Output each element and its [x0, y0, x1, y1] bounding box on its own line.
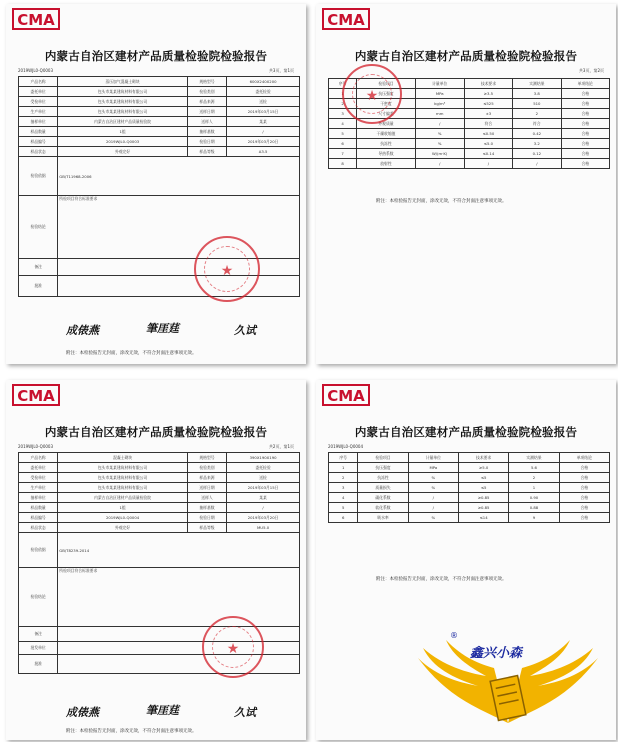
info-label: 送样日期 [187, 107, 226, 117]
remark-label: 备注 [19, 627, 58, 642]
table-cell: 1 [329, 463, 358, 473]
info-label: 生产单位 [19, 107, 58, 117]
table-cell: 2 [509, 473, 559, 483]
report-number: 2019WJL0-Q0003 [18, 444, 54, 449]
conclusion-value: 所检项目符合标准要求 [58, 196, 300, 259]
table-cell: % [408, 513, 458, 523]
info-value: 蒸压加气混凝土砌块 [58, 77, 188, 87]
report-title: 内蒙古自治区建材产品质量检验院检验报告 [354, 49, 578, 63]
info-label: 样品数量 [19, 503, 58, 513]
table-cell: ≤0.50 [464, 129, 512, 139]
info-row [19, 463, 300, 473]
table-cell: 合格 [559, 513, 609, 523]
page-indicator: 共3页，第2页 [578, 68, 604, 73]
brand-wings-logo [408, 628, 608, 738]
info-label: 样品来源 [187, 97, 226, 107]
column-header: 实测结果 [513, 79, 561, 89]
info-label: 规格型号 [187, 453, 226, 463]
table-cell: / [415, 119, 464, 129]
cma-logo [322, 384, 370, 406]
table-row [329, 149, 610, 159]
info-label: 受检单位 [19, 97, 58, 107]
info-value: 2019WJL0-Q0003 [58, 137, 188, 147]
table-cell: 4 [329, 119, 357, 129]
table-cell: 抗冻性 [357, 139, 416, 149]
info-label: 检验类别 [187, 463, 226, 473]
table-cell: / [513, 159, 561, 169]
table-row [329, 503, 610, 513]
info-value: 包头市某某建筑材料有限公司 [58, 87, 188, 97]
report-page-2 [316, 4, 616, 364]
info-value: 混凝土砌块 [58, 453, 188, 463]
info-value: 包头市某某建筑材料有限公司 [58, 97, 188, 107]
info-label: 委托单位 [19, 87, 58, 97]
table-cell: 软化系数 [358, 503, 408, 513]
info-row [19, 513, 300, 523]
svg-text:CMA: CMA [327, 11, 365, 29]
registered-mark: ® [450, 631, 458, 640]
info-row [19, 453, 300, 463]
info-row [19, 77, 300, 87]
column-header: 单项结论 [561, 79, 609, 89]
table-cell: 2 [329, 99, 357, 109]
info-label: 样品编号 [19, 513, 58, 523]
info-value: 外观完好 [58, 147, 188, 157]
info-label: 受检单位 [19, 473, 58, 483]
table-cell: / [415, 159, 464, 169]
info-value: 送检 [227, 473, 300, 483]
svg-text:CMA: CMA [17, 11, 55, 29]
info-value: 委托检验 [227, 87, 300, 97]
reviewer-signature: 筆厓莛 [146, 704, 179, 717]
table-cell: % [408, 483, 458, 493]
table-cell: % [415, 139, 464, 149]
table-cell: ≤5.0 [464, 139, 512, 149]
info-row [19, 117, 300, 127]
table-cell: 尺寸偏差 [357, 109, 416, 119]
report-number: 2019WJL0-Q0003 [18, 68, 54, 73]
table-cell: 9 [509, 513, 559, 523]
page-indicator: 共3页，第1页 [268, 68, 294, 73]
info-value: 包头市某某建筑材料有限公司 [58, 463, 188, 473]
table-cell: / [408, 493, 458, 503]
info-value: 600X240X200 [227, 77, 300, 87]
info-label: 检验日期 [187, 513, 226, 523]
table-cell: 合格 [559, 493, 609, 503]
table-cell: / [408, 503, 458, 513]
table-cell: / [464, 159, 512, 169]
info-row [19, 147, 300, 157]
approver-signature: 成俵燕 [66, 324, 99, 337]
basis-value: GB/T8239-2014 [58, 533, 300, 568]
table-cell: 合格 [561, 99, 609, 109]
table-cell: 6 [329, 513, 358, 523]
info-row [19, 503, 300, 513]
info-value: 2019年03月15日 [227, 483, 300, 493]
info-value: 包头市某某建筑材料有限公司 [58, 473, 188, 483]
table-cell: 3.2 [513, 139, 561, 149]
table-cell: ≤5 [458, 473, 508, 483]
inspector-signature: 久试 [234, 324, 256, 337]
info-label: 送样人 [187, 493, 226, 503]
report-footer: 附注：本检验报告无封面，涂改无效，不符合封面注意事项无效。 [376, 199, 507, 204]
table-cell: ≥3.5 [464, 89, 512, 99]
table-cell: 510 [513, 99, 561, 109]
results-table [328, 452, 610, 523]
table-cell: 8 [329, 159, 357, 169]
info-label: 生产单位 [19, 483, 58, 493]
column-header: 序号 [329, 453, 358, 463]
info-label: 送样人 [187, 117, 226, 127]
table-cell: MPa [415, 89, 464, 99]
table-cell: 合格 [559, 483, 609, 493]
table-cell: 5 [329, 503, 358, 513]
info-value: 1组 [58, 127, 188, 137]
table-cell: ≥0.85 [458, 503, 508, 513]
info-row [19, 483, 300, 493]
info-row [19, 87, 300, 97]
info-row [19, 97, 300, 107]
report-title: 内蒙古自治区建材产品质量检验院检验报告 [354, 425, 578, 439]
report-title: 内蒙古自治区建材产品质量检验院检验报告 [44, 49, 268, 63]
column-header: 实测结果 [509, 453, 559, 463]
table-cell: 抗压强度 [358, 463, 408, 473]
info-value: / [227, 503, 300, 513]
report-footer: 附注：本检验报告无封面，涂改无效，不符合封面注意事项无效。 [376, 577, 507, 582]
table-cell: ≤5 [458, 483, 508, 493]
red-seal-stamp: ★ [202, 616, 264, 678]
info-row [19, 137, 300, 147]
table-cell: 3.8 [513, 89, 561, 99]
info-label: 样品状态 [19, 147, 58, 157]
table-cell: 抗冻性 [358, 473, 408, 483]
table-cell: 合格 [561, 109, 609, 119]
table-cell: 3 [329, 109, 357, 119]
info-value: 2019WJL0-Q0004 [58, 513, 188, 523]
basis-label: 检验依据 [19, 533, 58, 568]
table-cell: 合格 [561, 159, 609, 169]
info-row [19, 493, 300, 503]
table-cell: 4 [329, 493, 358, 503]
table-cell: ≤525 [464, 99, 512, 109]
info-label: 产品名称 [19, 453, 58, 463]
info-label: 检验类别 [187, 87, 226, 97]
reviewer-signature: 筆厓莛 [146, 322, 179, 335]
info-label: 样品编号 [19, 137, 58, 147]
table-cell: 合格 [559, 503, 609, 513]
table-cell: 5.6 [509, 463, 559, 473]
table-cell: 合格 [561, 149, 609, 159]
table-cell: ≤0.14 [464, 149, 512, 159]
table-cell: 抗压强度 [357, 89, 416, 99]
info-value: 委托检验 [227, 463, 300, 473]
table-cell: 0.88 [509, 503, 559, 513]
table-cell: 7 [329, 149, 357, 159]
info-label: 样品数量 [19, 127, 58, 137]
table-row [329, 139, 610, 149]
table-cell: % [415, 129, 464, 139]
table-cell: 合格 [559, 473, 609, 483]
info-value: 2019年03月20日 [227, 513, 300, 523]
basis-label: 检验依据 [19, 157, 58, 196]
column-header: 计量单位 [415, 79, 464, 89]
table-cell: 合格 [561, 119, 609, 129]
approver-signature: 成俵燕 [66, 706, 99, 719]
table-cell: 干密度 [357, 99, 416, 109]
info-value: A3.5 [227, 147, 300, 157]
conclusion-value: 所检项目符合标准要求 [58, 568, 300, 627]
info-value: 某某 [227, 117, 300, 127]
table-cell: 合格 [561, 129, 609, 139]
table-cell: 吸水率 [358, 513, 408, 523]
table-cell: 符合 [464, 119, 512, 129]
table-cell: 导热系数 [357, 149, 416, 159]
info-row [19, 127, 300, 137]
info-label: 委托单位 [19, 463, 58, 473]
red-seal-stamp: ★ [194, 236, 260, 302]
conclusion-label: 检验结论 [19, 196, 58, 259]
approver-label: 批准 [19, 276, 58, 297]
table-cell: ≤14 [458, 513, 508, 523]
info-label: 样品来源 [187, 473, 226, 483]
brand-name: 鑫兴小森 [470, 646, 523, 661]
table-cell: 0.42 [513, 129, 561, 139]
table-row [329, 513, 610, 523]
column-header: 检验项目 [358, 453, 408, 463]
info-value: MU5.0 [227, 523, 300, 533]
info-value: 包头市某某建筑材料有限公司 [58, 483, 188, 493]
table-cell: ≥5.0 [458, 463, 508, 473]
table-cell: 合格 [561, 139, 609, 149]
info-label: 样品状态 [19, 523, 58, 533]
info-label: 抽样单位 [19, 493, 58, 503]
svg-text:CMA: CMA [327, 387, 365, 405]
info-value: 2019年03月20日 [227, 137, 300, 147]
table-cell: 5 [329, 129, 357, 139]
table-cell: ±3 [464, 109, 512, 119]
info-value: 390X190X190 [227, 453, 300, 463]
cma-logo [12, 8, 60, 30]
table-cell: 2 [329, 473, 358, 483]
info-value: 包头市某某建筑材料有限公司 [58, 107, 188, 117]
table-row [329, 483, 610, 493]
table-row [329, 159, 610, 169]
cma-logo [322, 8, 370, 30]
info-label: 样品等级 [187, 147, 226, 157]
svg-text:CMA: CMA [17, 387, 55, 405]
info-row [19, 523, 300, 533]
table-row [329, 129, 610, 139]
table-cell: ≥0.85 [458, 493, 508, 503]
report-page-3 [6, 380, 306, 740]
table-cell: 符合 [513, 119, 561, 129]
cma-logo [12, 384, 60, 406]
table-cell: MPa [408, 463, 458, 473]
info-label: 抽样单位 [19, 117, 58, 127]
info-value: 内蒙古自治区建材产品质量检验院 [58, 493, 188, 503]
table-cell: kg/m³ [415, 99, 464, 109]
info-label: 规格型号 [187, 77, 226, 87]
info-value: 2019年03月15日 [227, 107, 300, 117]
inspector-signature: 久试 [234, 706, 256, 719]
report-footer: 附注：本检验报告无封面，涂改无效，不符合封面注意事项无效。 [66, 351, 197, 356]
info-value: 外观完好 [58, 523, 188, 533]
approver-label: 批准 [19, 655, 58, 674]
info-value: 送检 [227, 97, 300, 107]
remark-label: 备注 [19, 259, 58, 276]
table-cell: mm [415, 109, 464, 119]
report-title: 内蒙古自治区建材产品质量检验院检验报告 [44, 425, 268, 439]
contact-label: 批发单位 [19, 642, 58, 655]
info-label: 样品等级 [187, 523, 226, 533]
table-row [329, 463, 610, 473]
table-cell: 碳化系数 [358, 493, 408, 503]
info-row [19, 473, 300, 483]
table-cell: 合格 [559, 463, 609, 473]
table-cell: 干燥收缩值 [357, 129, 416, 139]
info-value: / [227, 127, 300, 137]
info-label: 产品名称 [19, 77, 58, 87]
column-header: 单项结论 [559, 453, 609, 463]
table-cell: 3 [329, 483, 358, 493]
table-cell: 外观质量 [357, 119, 416, 129]
page-indicator: 共2页，第1页 [268, 444, 294, 449]
info-label: 抽样基数 [187, 503, 226, 513]
table-cell: 放射性 [357, 159, 416, 169]
table-cell: 0.90 [509, 493, 559, 503]
info-label: 送样日期 [187, 483, 226, 493]
conclusion-label: 检验结论 [19, 568, 58, 627]
table-cell: 1 [329, 89, 357, 99]
table-cell: 2 [513, 109, 561, 119]
table-cell: 1 [509, 483, 559, 493]
column-header: 技术要求 [458, 453, 508, 463]
table-row [329, 493, 610, 503]
table-row [329, 473, 610, 483]
basis-value: GB/T11968-2006 [58, 157, 300, 196]
column-header: 检验项目 [357, 79, 416, 89]
info-value: 某某 [227, 493, 300, 503]
table-cell: 质量损失 [358, 483, 408, 493]
info-value: 内蒙古自治区建材产品质量检验院 [58, 117, 188, 127]
table-cell: % [408, 473, 458, 483]
report-page-1 [6, 4, 306, 364]
table-cell: 6 [329, 139, 357, 149]
info-label: 检验日期 [187, 137, 226, 147]
column-header: 序号 [329, 79, 357, 89]
info-label: 抽样基数 [187, 127, 226, 137]
column-header: 计量单位 [408, 453, 458, 463]
report-footer: 附注：本检验报告无封面，涂改无效，不符合封面注意事项无效。 [66, 729, 197, 734]
report-number: 2019WJL0-Q0004 [328, 444, 364, 449]
red-seal-stamp: ★ [342, 64, 402, 124]
table-cell: 合格 [561, 89, 609, 99]
table-cell: 0.12 [513, 149, 561, 159]
table-cell: W/(m·K) [415, 149, 464, 159]
info-value: 1组 [58, 503, 188, 513]
info-row [19, 107, 300, 117]
column-header: 技术要求 [464, 79, 512, 89]
